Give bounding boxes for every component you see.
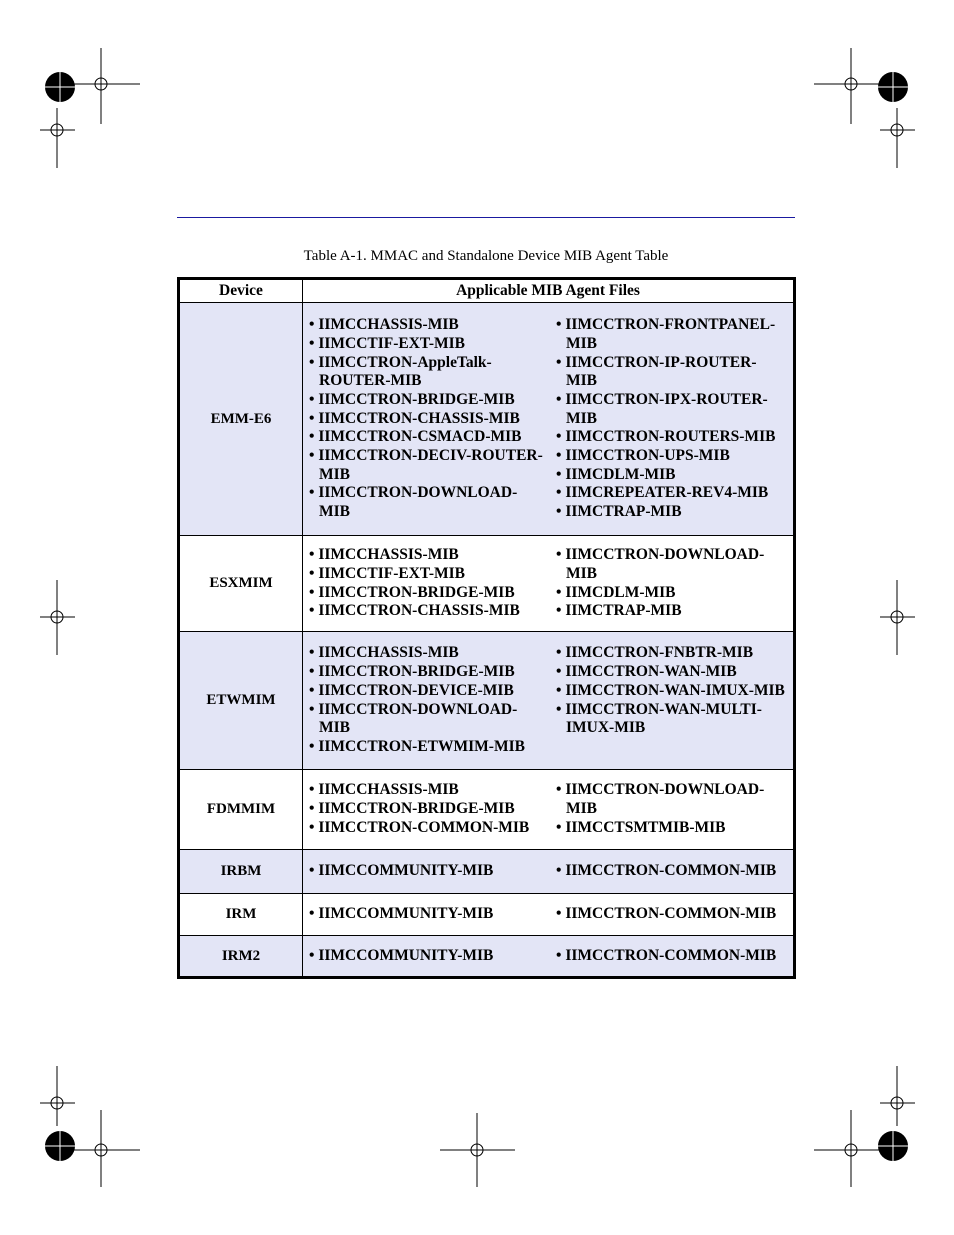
mib-file-item: • IIMCCTIF-EXT-MIB: [309, 335, 544, 354]
mib-file-item: • IIMCCTRON-WAN-MIB: [556, 663, 787, 682]
right-file-list: [550, 546, 793, 621]
starburst-mark: [878, 72, 908, 102]
device-cell: ESXMIM: [179, 536, 303, 632]
mib-file-item: • IIMCCTRON-COMMON-MIB: [556, 947, 787, 966]
table-header-row: [179, 279, 795, 303]
left-file-list: [303, 905, 550, 924]
device-column-header: Device: [179, 279, 303, 303]
mib-file-item: • IIMCCTRON-ROUTERS-MIB: [556, 428, 787, 447]
files-cell: [303, 894, 795, 936]
crosshair-mark: [814, 48, 890, 124]
mib-file-item: • IIMCCTRON-ETWMIM-MIB: [309, 738, 544, 757]
table-row: [179, 536, 795, 632]
mib-file-item: • IIMCCTRON-DOWNLOAD-MIB: [556, 781, 787, 818]
mib-file-item: • IIMCCTRON-IP-ROUTER-MIB: [556, 354, 787, 391]
crosshair-mark: [40, 108, 75, 168]
mib-file-item: • IIMCCTIF-EXT-MIB: [309, 565, 544, 584]
mib-file-item: • IIMCCTRON-DOWNLOAD-MIB: [309, 484, 544, 521]
files-cell: [303, 303, 795, 536]
mib-file-item: • IIMCCTRON-DOWNLOAD-MIB: [556, 546, 787, 583]
left-file-list: [303, 781, 550, 837]
files-cell: [303, 632, 795, 770]
table-row: [179, 632, 795, 770]
mib-file-item: • IIMCTRAP-MIB: [556, 503, 787, 522]
table-body: [179, 303, 795, 978]
mib-file-item: • IIMCCTRON-BRIDGE-MIB: [309, 800, 544, 819]
header-rule: [177, 217, 795, 218]
table-row: [179, 850, 795, 894]
device-cell: FDMMIM: [179, 770, 303, 850]
left-file-list: [303, 546, 550, 621]
table-caption: Table A-1. MMAC and Standalone Device MIB Agent Table: [303, 248, 669, 264]
left-file-list: [303, 947, 550, 966]
table-row: [179, 936, 795, 978]
device-cell: IRBM: [179, 850, 303, 894]
crosshair-mark: [62, 48, 140, 124]
mib-file-item: • IIMCCTRON-CSMACD-MIB: [309, 428, 544, 447]
mib-file-item: • IIMCREPEATER-REV4-MIB: [556, 484, 787, 503]
files-cell: [303, 936, 795, 978]
mib-file-item: • IIMCCTRON-FNBTR-MIB: [556, 644, 787, 663]
mib-file-item: • IIMCCTRON-IPX-ROUTER-MIB: [556, 391, 787, 428]
mib-file-item: • IIMCCTRON-WAN-IMUX-MIB: [556, 682, 787, 701]
device-cell: EMM-E6: [179, 303, 303, 536]
mib-agent-table: [177, 277, 796, 979]
mib-file-item: • IIMCCTRON-DECIV-ROUTER-MIB: [309, 447, 544, 484]
table-row: [179, 770, 795, 850]
left-file-list: [303, 644, 550, 756]
mib-file-item: • IIMCCHASSIS-MIB: [309, 316, 544, 335]
mib-file-item: • IIMCCTRON-DEVICE-MIB: [309, 682, 544, 701]
mib-file-item: • IIMCDLM-MIB: [556, 466, 787, 485]
starburst-mark: [45, 1131, 75, 1161]
mib-file-item: • IIMCCTRON-COMMON-MIB: [309, 819, 544, 838]
mib-file-item: • IIMCCHASSIS-MIB: [309, 644, 544, 663]
files-cell: [303, 850, 795, 894]
mib-file-item: • IIMCCTRON-BRIDGE-MIB: [309, 584, 544, 603]
device-cell: IRM2: [179, 936, 303, 978]
mib-file-item: • IIMCCTRON-COMMON-MIB: [556, 862, 787, 881]
crosshair-mark: [880, 108, 915, 168]
device-cell: IRM: [179, 894, 303, 936]
files-column-header: Applicable MIB Agent Files: [303, 279, 795, 303]
files-cell: [303, 536, 795, 632]
mib-file-item: • IIMCCOMMUNITY-MIB: [309, 905, 544, 924]
mib-file-item: • IIMCCTRON-AppleTalk-ROUTER-MIB: [309, 354, 544, 391]
mib-file-item: • IIMCCHASSIS-MIB: [309, 546, 544, 565]
right-file-list: [550, 947, 793, 966]
mib-file-item: • IIMCCTRON-DOWNLOAD-MIB: [309, 701, 544, 738]
starburst-mark: [45, 72, 75, 102]
mib-file-item: • IIMCDLM-MIB: [556, 584, 787, 603]
mib-file-item: • IIMCCTRON-FRONTPANEL-MIB: [556, 316, 787, 353]
left-file-list: [303, 316, 550, 522]
mib-file-item: • IIMCCTRON-COMMON-MIB: [556, 905, 787, 924]
crosshair-mark: [440, 1113, 515, 1187]
crosshair-mark: [880, 1066, 915, 1126]
crosshair-mark: [814, 1110, 890, 1187]
right-file-list: [550, 905, 793, 924]
mib-file-item: • IIMCCOMMUNITY-MIB: [309, 947, 544, 966]
files-cell: [303, 770, 795, 850]
mib-file-item: • IIMCCTRON-WAN-MULTI-IMUX-MIB: [556, 701, 787, 738]
right-file-list: [550, 862, 793, 881]
left-file-list: [303, 862, 550, 881]
crosshair-mark: [880, 580, 915, 655]
crosshair-mark: [40, 580, 75, 655]
mib-file-item: • IIMCCOMMUNITY-MIB: [309, 862, 544, 881]
starburst-mark: [878, 1131, 908, 1161]
mib-file-item: • IIMCCTSMTMIB-MIB: [556, 819, 787, 838]
mib-file-item: • IIMCCTRON-UPS-MIB: [556, 447, 787, 466]
mib-file-item: • IIMCCTRON-CHASSIS-MIB: [309, 602, 544, 621]
mib-file-item: • IIMCCTRON-BRIDGE-MIB: [309, 663, 544, 682]
right-file-list: [550, 316, 793, 522]
mib-file-item: • IIMCTRAP-MIB: [556, 602, 787, 621]
table-row: [179, 303, 795, 536]
mib-file-item: • IIMCCHASSIS-MIB: [309, 781, 544, 800]
device-cell: ETWMIM: [179, 632, 303, 770]
mib-file-item: • IIMCCTRON-CHASSIS-MIB: [309, 410, 544, 429]
crosshair-mark: [40, 1066, 75, 1126]
mib-file-item: • IIMCCTRON-BRIDGE-MIB: [309, 391, 544, 410]
right-file-list: [550, 644, 793, 756]
crosshair-mark: [62, 1110, 140, 1187]
table-row: [179, 894, 795, 936]
right-file-list: [550, 781, 793, 837]
